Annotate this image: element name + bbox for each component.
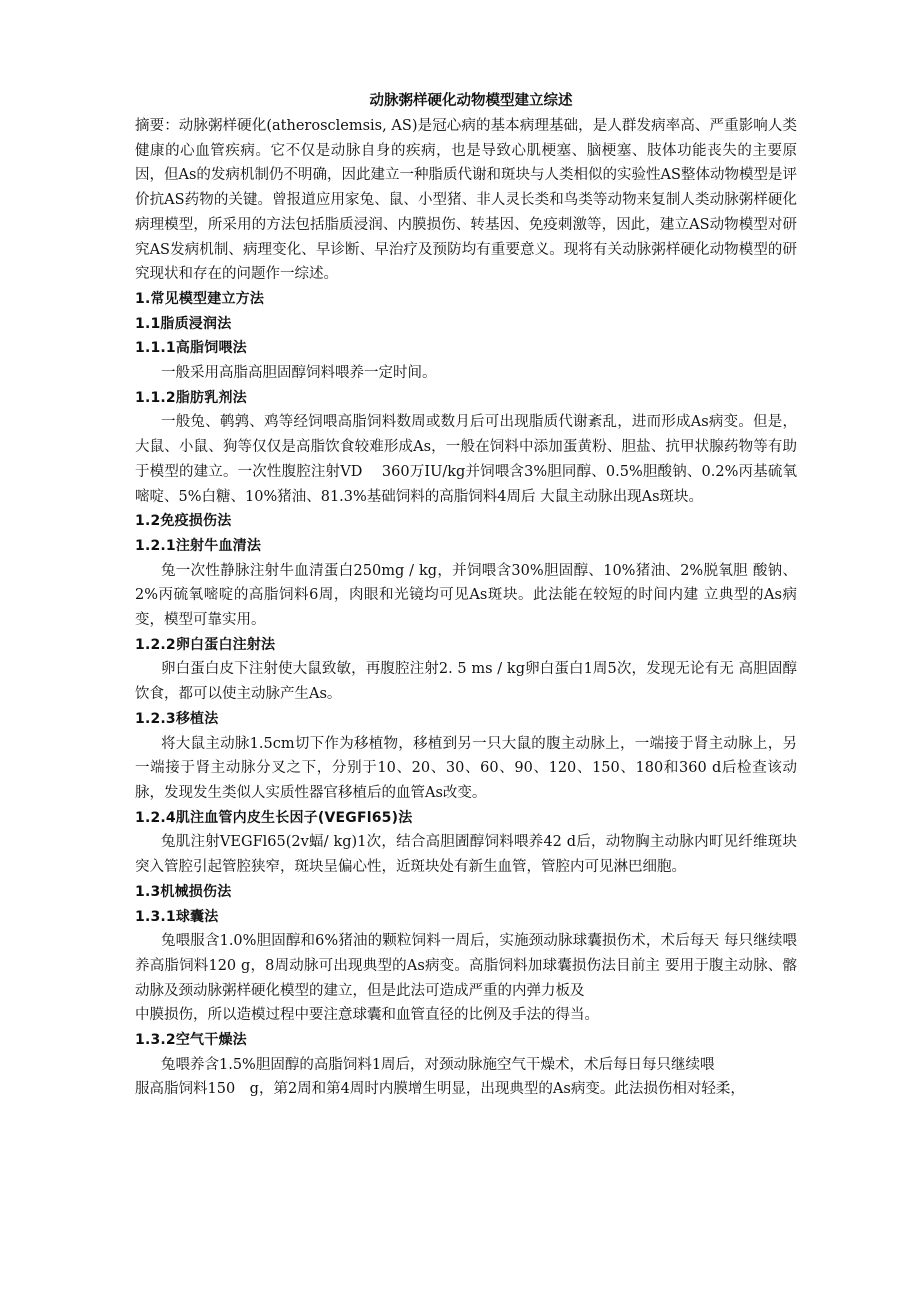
heading-1-1: 1.1脂质浸润法 xyxy=(135,315,232,332)
document-page xyxy=(135,88,797,1102)
abstract-paragraph: 摘要：动脉粥样硬化(atherosclemsis, AS)是冠心病的基本病理基础，是人群发病率高、严重影响人类健康的心血管疾病。它不仅是动脉自身的疾病，也是导致心肌梗塞、脑梗塞、肢体功能丧失的主要原因，但As的发病机制仍不明确，因此建立一种脂质代谢和斑块与人类相似的实验性AS整体动物模型是评价抗AS药物的关键。曾报道应用家兔、鼠、小型猪、非人灵长类和鸟类等动物来复制人类动脉粥样硬化病理模型，所采用的方法包括脂质浸润、内膜损伤、转基因、免疫刺激等，因此，建立AS动物模型对研究AS发病机制、病理变化、早诊断、早治疗及预防均有重要意义。现将有关动脉粥样硬化动物模型的研究现状和存在的问题作一综述。 xyxy=(135,118,797,283)
heading-1-2-3: 1.2.3移植法 xyxy=(135,710,219,727)
heading-1-3-2: 1.3.2空气干燥法 xyxy=(135,1032,247,1049)
paragraph-1-3-1-continued: 中膜损伤，所以造模过程中要注意球囊和血管直径的比例及手法的得当。 xyxy=(135,1007,599,1024)
paragraph-1-3-2-continued: 服高脂饲料150 g，第2周和第4周时内膜增生明显，出现典型的As病变。此法损伤相对轻柔， xyxy=(135,1081,745,1098)
heading-1-2-4: 1.2.4肌注血管内皮生长因子(VEGFl65)法 xyxy=(135,809,413,826)
heading-1-2-1: 1.2.1注射牛血清法 xyxy=(135,537,262,554)
paragraph-1-3-1: 兔喂服含1.0%胆固醇和6%猪油的颗粒饲料一周后，实施颈动脉球囊损伤术，术后每天 每只继续喂养高脂饲料120 g，8周动脉可出现典型的As病变。高脂饲料加球囊损伤法目前主 要用于腹主动脉、髂动脉及颈动脉粥样硬化模型的建立，但是此法可造成严重的内弹力板及 xyxy=(135,933,797,999)
heading-1-2: 1.2免疫损伤法 xyxy=(135,513,232,530)
paragraph-1-2-4: 兔肌注射VEGFl65(2v蝠/ kg)1次，结合高胆圊醇饲料喂养42 d后，动物胸主动脉内町见纤维斑块突入管腔引起管腔狭窄，斑块呈偏心性，近斑块处有新生血管，管腔内可见淋巴细胞。 xyxy=(135,834,797,876)
heading-1-1-1: 1.1.1高脂饲喂法 xyxy=(135,340,247,357)
paragraph-1-1-1: 一般采用高脂高胆固醇饲料喂养一定时间。 xyxy=(161,365,437,382)
paragraph-1-2-2: 卵白蛋白皮下注射使大鼠致敏，再腹腔注射2. 5 ms / kg卵白蛋白1周5次，发现无论有无 高胆固醇饮食，都可以使主动脉产生As。 xyxy=(135,661,797,703)
heading-1-3-1: 1.3.1球囊法 xyxy=(135,908,219,925)
paragraph-1-3-2: 兔喂养含1.5%胆固醇的高脂饲料1周后，对颈动脉施空气干燥术，术后每日每只继续喂 xyxy=(161,1056,715,1073)
heading-1-3: 1.3机械损伤法 xyxy=(135,883,232,900)
paragraph-1-1-2: 一般兔、鹌鹑、鸡等经饲喂高脂饲料数周或数月后可出现脂质代谢紊乱，进而形成As病变。但是，大鼠、小鼠、狗等仅仅是高脂饮食较难形成As，一般在饲料中添加蛋黄粉、胆盐、抗甲状腺药物等有助于模型的建立。一次性腹腔注射VD 360万IU/kg并饲喂含3%胆同醇、0.5%胆酸钠、0.2%丙基硫氧嘧啶、5%白糖、10%猪油、81.3%基础饲料的高脂饲料4周后 大鼠主动脉出现As斑块。 xyxy=(135,414,797,505)
heading-1-1-2: 1.1.2脂肪乳剂法 xyxy=(135,389,247,406)
heading-1: 1.常见模型建立方法 xyxy=(135,290,265,307)
document-title: 动脉粥样硬化动物模型建立综述 xyxy=(369,93,573,109)
heading-1-2-2: 1.2.2卵白蛋白注射法 xyxy=(135,636,276,653)
paragraph-1-2-3: 将大鼠主动脉1.5cm切下作为移植物，移植到另一只大鼠的腹主动脉上，一端接于肾主动脉上，另一端接于肾主动脉分叉之下，分别于10、20、30、60、90、120、150、180和360 d后检查该动脉，发现发生类似人实质性器官移植后的血管As改变。 xyxy=(135,735,797,801)
paragraph-1-2-1: 兔一次性静脉注射牛血清蛋白250mg / kg，并饲喂含30%胆固醇、10%猪油、2%脱氧胆 酸钠、2%丙硫氧嘧啶的高脂饲料6周，肉眼和光镜均可见As斑块。此法能在较短的时间内建 立典型的As病变，模型可靠实用。 xyxy=(135,562,797,629)
